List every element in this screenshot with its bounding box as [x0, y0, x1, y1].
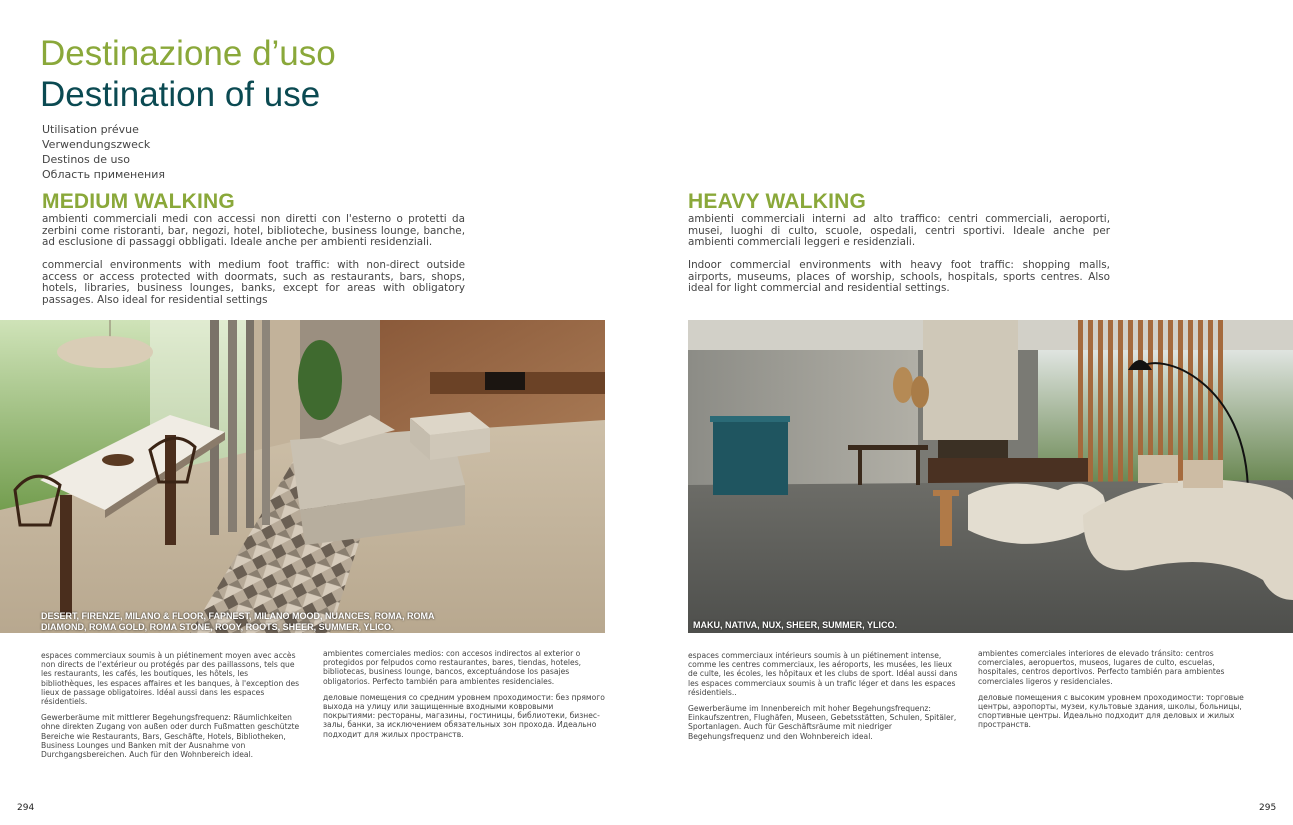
subtitle-russian: Область применения	[42, 168, 165, 181]
medium-walking-french-text: espaces commerciaux soumis à un piétinement moyen avec accès non directs de l'extérieur ou protégés par des paillassons, tels que les restaurants, les cafés, les boutiques, les hôtels, les bibliothèques, les espaces affaires et les banques, à l'exception des lieux de passage obligatoires. Idéal aussi dans les espaces résidentiels.	[41, 651, 300, 707]
medium-walking-fr-de-column	[41, 651, 303, 766]
heavy-walking-es-ru-column	[978, 649, 1250, 737]
heavy-walking-fr-de-column	[688, 651, 958, 748]
heavy-walking-russian-text: деловые помещения с высоким уровнем проходимости: торговые центры, аэропорты, музеи, культовые здания, школы, больницы, спортивные центры. Идеально подходит для деловых и жилых пространств.	[978, 692, 1244, 730]
page-title-english: Destination of use	[40, 75, 321, 114]
medium-walking-german-text: Gewerberäume mit mittlerer Begehungsfrequenz: Räumlichkeiten ohne direkten Zugang von außen oder durch Fußmatten geschützte Bereiche wie Restaurants, Bars, Geschäfte, Hotels, Bibliotheken, Business Lounges und Banken mit der Ausnahme von Durchgangsbereichen. Auch für den Wohnbereich ideal.	[41, 713, 300, 760]
subtitle-spanish: Destinos de uso	[42, 153, 130, 166]
heavy-walking-product-caption: MAKU, NATIVA, NUX, SHEER, SUMMER, YLICO.	[693, 620, 898, 630]
medium-walking-product-caption: DESERT, FIRENZE, MILANO & FLOOR, FAPNEST, MILANO MOOD, NUANCES, ROMA, ROMA DIAMOND, ROMA GOLD, ROMA STONE, ROOY, ROOTS, SHEER, SUMMER, YLICO.	[41, 611, 435, 632]
heavy-walking-heading: HEAVY WALKING	[688, 190, 867, 213]
medium-walking-spanish-text: ambientes comerciales medios: con accesos indirectos al exterior o protegidos por felpudos como restaurantes, bares, tiendas, hoteles, bibliotecas, business lounge, bancos, exceptuándose los pasajes obligatorios. Perfecto también para ambientes residenciales.	[323, 649, 582, 686]
medium-walking-heading: MEDIUM WALKING	[42, 190, 235, 213]
heavy-walking-german-text: Gewerberäume im Innenbereich mit hoher Begehungsfrequenz: Einkaufszentren, Flughäfen, Museen, Gebetsstätten, Schulen, Spitäler, Sportanlagen. Auch für Geschäftsräume mit niedriger Begehungsfrequenz und den Wohnbereich ideal.	[688, 704, 957, 741]
medium-walking-english-text: commercial environments with medium foot traffic: with non-direct outside access or access protected with doormats, such as restaurants, bars, shops, hotels, libraries, business lounges, banks, except for areas with obligatory passages. Also ideal for residential settings	[42, 259, 465, 306]
page-number-left: 294	[17, 803, 35, 813]
page-title-italian: Destinazione d’uso	[40, 34, 336, 73]
medium-walking-italian-text: ambienti commerciali medi con accessi non diretti con l'esterno o protetti da zerbini come ristoranti, bar, negozi, hotel, biblioteche, business lounge, banche, ad esclusione di passaggi obbligati. Ideale anche per ambienti residenziali.	[42, 213, 465, 249]
medium-walking-photo	[0, 320, 605, 633]
subtitle-french: Utilisation prévue	[42, 123, 139, 136]
page-number-right: 295	[1259, 803, 1277, 813]
subtitle-german: Verwendungszweck	[42, 138, 151, 151]
heavy-walking-french-text: espaces commerciaux intérieurs soumis à un piétinement intense, comme les centres commerciaux, les aéroports, les musées, les lieux de culte, les écoles, les hôpitaux et les clubs de sport. Idéal aussi dans les espaces commerciaux soumis à un trafic léger et dans les espaces résidentiels..	[688, 651, 958, 697]
subtitle-list	[42, 122, 165, 182]
medium-walking-es-ru-column	[323, 649, 606, 746]
heavy-walking-english-text: Indoor commercial environments with heavy foot traffic: shopping malls, airports, museums, places of worship, schools, hospitals, sports centres. Also ideal for light commercial and residential settings.	[688, 259, 1110, 295]
heavy-walking-italian-text: ambienti commerciali interni ad alto traffico: centri commerciali, aeroporti, musei, luoghi di culto, scuole, ospedali, centri sportivi. Ideale anche per ambienti commerciali leggeri e residenziali.	[688, 213, 1110, 249]
heavy-walking-photo	[688, 320, 1293, 633]
heavy-walking-spanish-text: ambientes comerciales interiores de elevado tránsito: centros comerciales, aeropuertos, museos, lugares de culto, escuelas, hospitales, centros deportivos. Perfecto también para ambientes comerciales ligeros y residenciales.	[978, 649, 1225, 686]
medium-walking-russian-text: деловые помещения со средним уровнем проходимости: без прямого выхода на улицу или защищенные входными ковровыми покрытиями: рестораны, магазины, гостиницы, библиотеки, бизнес-залы, банки, за исключением обязательных зон прохода. Идеально подходит для жилых пространств.	[323, 692, 605, 739]
